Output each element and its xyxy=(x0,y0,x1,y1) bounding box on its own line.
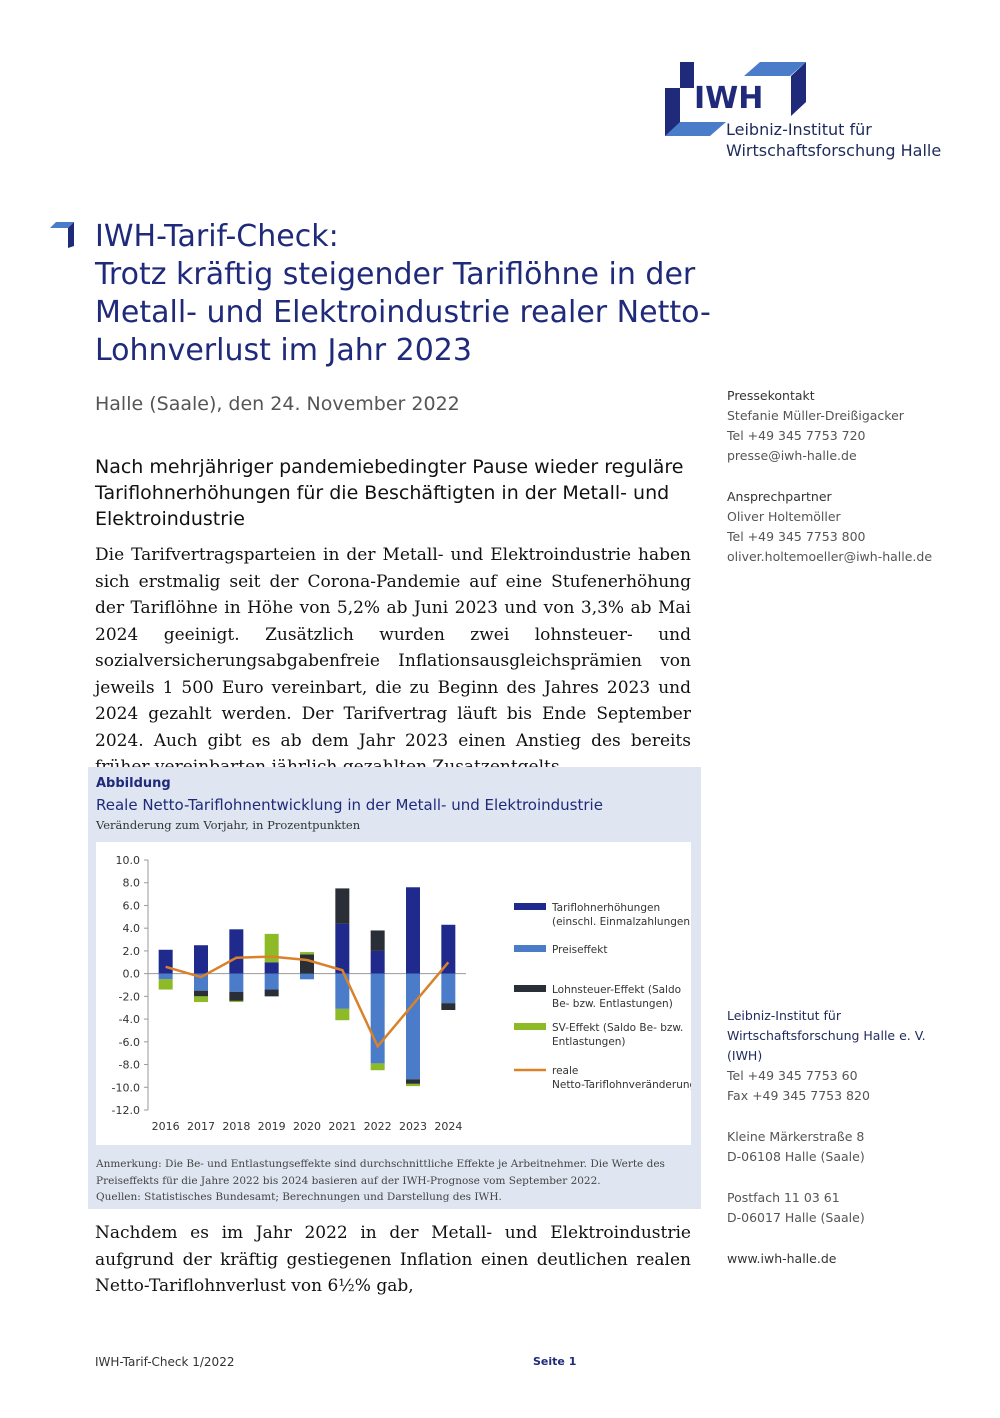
y-tick-label: -10.0 xyxy=(111,1081,140,1095)
footer-page-number: Seite 1 xyxy=(533,1355,577,1368)
logo-line2: Wirtschaftsforschung Halle xyxy=(726,141,942,160)
bar-segment xyxy=(441,974,455,1004)
contact-name: Oliver Holtemöller xyxy=(727,509,841,524)
figure-label: Abbildung xyxy=(96,776,171,791)
website-link[interactable]: www.iwh-halle.de xyxy=(727,1251,837,1266)
bar-segment xyxy=(406,887,420,973)
logo-line1: Leibniz-Institut für xyxy=(726,120,872,139)
bar-segment xyxy=(194,996,208,1002)
bar-segment xyxy=(406,1079,420,1084)
city: D-06108 Halle (Saale) xyxy=(727,1149,865,1164)
bar-segment xyxy=(229,929,243,973)
body-paragraph-1: Die Tarifvertragsparteien in der Metall- und Elektroindustrie haben sich erstmalig seit der Corona-Pandemie auf eine Stufenerhöhung der Tariflöhne in Höhe von 5,2% ab Juni 2023 und von 3,3% ab Mai 2024 geeinigt. Zusätzlich wurden zwei lohnsteuer- und sozialversicherungsabgabenfreie Inflationsausgleichsprämien von jeweils 1 500 Euro vereinbart, die zu Beginn des Jahres 2023 und 2024 gezahlt werden. Der Tarifvertrag läuft bis Ende September 2024. Auch gibt es ab dem Jahr 2023 einen Anstieg des bereits xyxy=(95,545,691,751)
y-tick-label: -2.0 xyxy=(118,990,140,1004)
figure-title: Reale Netto-Tariflohnentwicklung in der Metall- und Elektroindustrie xyxy=(96,796,603,814)
bar-segment xyxy=(300,954,314,973)
bar-segment xyxy=(229,1001,243,1002)
y-tick-label: 8.0 xyxy=(122,876,140,890)
press-contact-name: Stefanie Müller-Dreißigacker xyxy=(727,408,904,423)
x-tick-label: 2016 xyxy=(151,1120,180,1133)
x-tick-label: 2023 xyxy=(399,1120,427,1133)
press-contact-tel: Tel +49 345 7753 720 xyxy=(727,428,866,443)
bar-segment xyxy=(194,945,208,973)
contact-heading: Ansprechpartner xyxy=(727,489,832,504)
bar-segment xyxy=(265,974,279,990)
legend-label: SV-Effekt (Saldo Be- bzw. xyxy=(552,1022,684,1034)
chart-area xyxy=(96,842,691,1145)
contact-tel: Tel +49 345 7753 800 xyxy=(727,529,866,544)
bar-segment xyxy=(265,990,279,997)
postal-address xyxy=(727,1188,987,1228)
title-line-2: Trotz kräftig steigender Tariflöhne in der xyxy=(95,257,696,292)
y-tick-label: 4.0 xyxy=(122,922,140,936)
legend-label: Entlastungen) xyxy=(552,1036,626,1048)
logo-abbrev: IWH xyxy=(694,81,764,116)
street: Kleine Märkerstraße 8 xyxy=(727,1129,865,1144)
legend-label: Be- bzw. Entlastungen) xyxy=(552,998,673,1010)
x-tick-label: 2017 xyxy=(187,1120,215,1133)
press-contact-heading: Pressekontakt xyxy=(727,388,815,403)
bar-segment xyxy=(371,1063,385,1070)
bar-segment xyxy=(406,1084,420,1086)
y-tick-label: -6.0 xyxy=(118,1035,140,1049)
legend-swatch xyxy=(514,985,546,992)
press-contact-email[interactable]: presse@iwh-halle.de xyxy=(727,448,857,463)
title-line-1: IWH-Tarif-Check: xyxy=(95,219,339,254)
bar-segment xyxy=(229,974,243,992)
lead-paragraph: Nach mehrjähriger pandemiebedingter Pause wieder reguläre Tariflohnerhöhungen für die Beschäftigten in der Metall- und Elektroindustrie xyxy=(95,456,684,530)
street-address xyxy=(727,1127,987,1167)
y-tick-label: 6.0 xyxy=(122,899,140,913)
bar-segment xyxy=(335,888,349,923)
x-tick-label: 2021 xyxy=(328,1120,357,1133)
bar-segment xyxy=(371,951,385,974)
x-tick-label: 2024 xyxy=(434,1120,463,1133)
institute-name-3: (IWH) xyxy=(727,1048,763,1063)
bar-segment xyxy=(441,1003,455,1010)
legend-swatch xyxy=(514,903,546,910)
y-tick-label: 2.0 xyxy=(122,944,140,958)
bar-segment xyxy=(335,1009,349,1020)
x-tick-label: 2018 xyxy=(222,1120,251,1133)
contact-person xyxy=(727,487,987,567)
legend-label: Tariflohnerhöhungen xyxy=(552,902,661,914)
bar-segment xyxy=(300,952,314,954)
legend-label: Preiseffekt xyxy=(552,944,608,956)
bar-segment xyxy=(194,991,208,997)
y-tick-label: 0.0 xyxy=(122,967,140,981)
chart-svg xyxy=(96,842,691,1145)
body-paragraph-2: Nachdem es im Jahr 2022 in der Metall- und Elektroindustrie aufgrund der kräftig gestiegenen Inflation einen deutlichen realen Netto-Tariflohnverlust von 6½% gab, xyxy=(95,1223,691,1296)
logo-text xyxy=(726,119,941,161)
figure-box xyxy=(88,767,701,1209)
bar-segment xyxy=(159,979,173,989)
y-tick-label: 10.0 xyxy=(115,854,140,867)
institute-name-1: Leibniz-Institut für xyxy=(727,1008,841,1023)
institute-name-2: Wirtschaftsforschung Halle e. V. xyxy=(727,1028,926,1043)
postbox: Postfach 11 03 61 xyxy=(727,1190,840,1205)
institute-tel: Tel +49 345 7753 60 xyxy=(727,1068,858,1083)
x-tick-label: 2019 xyxy=(257,1120,286,1133)
institute-address xyxy=(727,1006,987,1106)
dateline: Halle (Saale), den 24. November 2022 xyxy=(95,393,460,415)
bar-segment xyxy=(406,974,420,1080)
legend-label: Netto-Tariflohnveränderung xyxy=(552,1079,691,1091)
title-line-3: Metall- und Elektroindustrie realer Netto- xyxy=(95,295,711,330)
figure-note: Anmerkung: Die Be- und Entlastungseffekte sind durchschnittliche Effekte je Arbeitnehmer. Die Werte des Preiseffekts für die Jahre 2022 bis 2024 basieren auf der IWH-Prognose vom September 2022. xyxy=(96,1158,665,1187)
y-tick-label: -8.0 xyxy=(118,1058,140,1072)
institute-fax: Fax +49 345 7753 820 xyxy=(727,1088,870,1103)
footer-publication: IWH-Tarif-Check 1/2022 xyxy=(95,1355,235,1369)
figure-notes xyxy=(96,1156,696,1206)
legend-label: (einschl. Einmalzahlungen) xyxy=(552,916,691,928)
bar-segment xyxy=(159,950,173,974)
bar-segment xyxy=(229,992,243,1001)
bar-segment xyxy=(371,974,385,1064)
x-tick-label: 2022 xyxy=(363,1120,392,1133)
y-tick-label: -12.0 xyxy=(111,1104,140,1117)
bar-segment xyxy=(265,962,279,973)
bar-segment xyxy=(371,930,385,950)
bar-segment xyxy=(335,924,349,974)
legend-label: reale xyxy=(552,1065,579,1077)
title-marker-icon xyxy=(50,222,76,248)
legend-swatch xyxy=(514,1023,546,1030)
figure-source: Quellen: Statistisches Bundesamt; Berechnungen und Darstellung des IWH. xyxy=(96,1191,502,1203)
figure-subtitle: Veränderung zum Vorjahr, in Prozentpunkten xyxy=(96,818,361,832)
legend-label: Lohnsteuer-Effekt (Saldo xyxy=(552,984,682,996)
title-line-4: Lohnverlust im Jahr 2023 xyxy=(95,333,472,368)
press-contact xyxy=(727,386,987,466)
x-tick-label: 2020 xyxy=(293,1120,321,1133)
page-title xyxy=(95,218,735,370)
postbox-city: D-06017 Halle (Saale) xyxy=(727,1210,865,1225)
contact-email[interactable]: oliver.holtemoeller@iwh-halle.de xyxy=(727,549,933,564)
bar-segment xyxy=(159,974,173,980)
y-tick-label: -4.0 xyxy=(118,1013,140,1027)
bar-segment xyxy=(300,974,314,980)
legend-swatch xyxy=(514,945,546,952)
